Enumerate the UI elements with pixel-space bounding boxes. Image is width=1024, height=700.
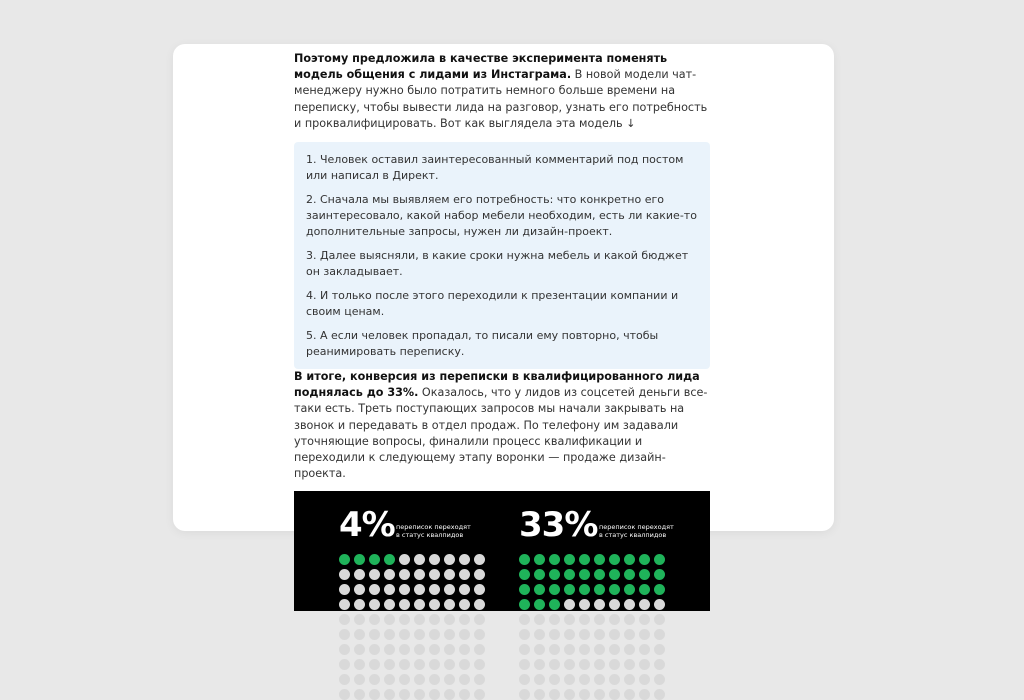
dot-inactive [474, 599, 485, 610]
dot-inactive [609, 644, 620, 655]
dot-inactive [654, 659, 665, 670]
dot-inactive [549, 659, 560, 670]
dot-inactive [444, 584, 455, 595]
conversion-infographic [294, 491, 710, 611]
dot-active [549, 554, 560, 565]
dot-active [519, 554, 530, 565]
dot-inactive [549, 614, 560, 625]
dot-active [549, 569, 560, 580]
stat-before-caption-line2: в статус квалпидов [396, 531, 464, 540]
dot-inactive [474, 659, 485, 670]
dot-active [549, 599, 560, 610]
dot-inactive [429, 644, 440, 655]
dot-inactive [579, 629, 590, 640]
dot-inactive [339, 674, 350, 685]
dot-inactive [339, 584, 350, 595]
dot-inactive [429, 554, 440, 565]
dot-active [534, 599, 545, 610]
dot-inactive [474, 674, 485, 685]
dot-inactive [579, 599, 590, 610]
dot-active [519, 569, 530, 580]
dot-inactive [399, 599, 410, 610]
dot-inactive [459, 674, 470, 685]
dot-inactive [564, 629, 575, 640]
dot-inactive [579, 644, 590, 655]
dot-inactive [564, 659, 575, 670]
dot-inactive [384, 569, 395, 580]
dot-inactive [654, 614, 665, 625]
dot-inactive [354, 629, 365, 640]
dot-inactive [414, 689, 425, 700]
dot-inactive [624, 674, 635, 685]
dot-active [519, 599, 530, 610]
dot-inactive [399, 569, 410, 580]
dot-inactive [369, 659, 380, 670]
dot-active [639, 584, 650, 595]
dot-inactive [534, 689, 545, 700]
stat-before-caption [396, 523, 471, 539]
dot-active [654, 569, 665, 580]
dot-inactive [609, 599, 620, 610]
dot-inactive [414, 554, 425, 565]
dot-active [654, 584, 665, 595]
dot-inactive [609, 614, 620, 625]
dot-inactive [444, 689, 455, 700]
dot-active [594, 554, 605, 565]
dot-inactive [519, 659, 530, 670]
result-bold-text: В итоге, конверсия из переписки в квалифицированного лида поднялась до 33%. [294, 370, 700, 400]
stat-before-caption-line1: переписок переходят [396, 523, 471, 532]
step-item: 4. И только после этого переходили к презентации компании и своим ценам. [306, 289, 679, 319]
dot-inactive [459, 554, 470, 565]
dot-inactive [624, 599, 635, 610]
dot-inactive [654, 599, 665, 610]
dot-inactive [444, 674, 455, 685]
dot-inactive [534, 629, 545, 640]
step-item: 3. Далее выясняли, в какие сроки нужна мебель и какой бюджет он закладывает. [306, 249, 689, 279]
dot-inactive [639, 614, 650, 625]
dot-inactive [639, 659, 650, 670]
dot-inactive [369, 599, 380, 610]
dot-inactive [624, 659, 635, 670]
dot-active [384, 554, 395, 565]
dot-inactive [369, 614, 380, 625]
dot-inactive [384, 629, 395, 640]
dot-inactive [654, 644, 665, 655]
dot-active [654, 554, 665, 565]
dot-inactive [474, 584, 485, 595]
dot-inactive [369, 674, 380, 685]
dot-inactive [384, 584, 395, 595]
intro-text: В новой модели чат-менеджеру нужно было потратить немного больше времени на переписку, чтобы вывести лида на разговор, узнать его потребность и проквалифицировать. Вот как выглядела эта модель ↓ [294, 68, 708, 130]
dot-inactive [354, 599, 365, 610]
dot-active [609, 584, 620, 595]
dot-inactive [369, 629, 380, 640]
dot-inactive [414, 629, 425, 640]
dot-inactive [384, 674, 395, 685]
dot-inactive [579, 659, 590, 670]
dot-active [369, 554, 380, 565]
dot-inactive [624, 689, 635, 700]
dot-inactive [579, 674, 590, 685]
dot-inactive [639, 599, 650, 610]
dot-inactive [459, 689, 470, 700]
dot-inactive [594, 689, 605, 700]
dot-inactive [429, 629, 440, 640]
dot-active [534, 569, 545, 580]
dot-inactive [414, 674, 425, 685]
stat-after-value: 33% [519, 505, 598, 546]
stat-after-caption-line2: в статус квалпидов [599, 531, 667, 540]
dot-inactive [399, 674, 410, 685]
dot-inactive [339, 644, 350, 655]
dot-inactive [399, 689, 410, 700]
dot-inactive [339, 614, 350, 625]
dot-active [609, 554, 620, 565]
step-item: 5. А если человек пропадал, то писали ему повторно, чтобы реанимировать переписку. [306, 329, 659, 359]
dot-inactive [444, 659, 455, 670]
dot-inactive [609, 629, 620, 640]
dot-inactive [414, 659, 425, 670]
dot-inactive [519, 614, 530, 625]
dot-inactive [339, 629, 350, 640]
dot-inactive [654, 674, 665, 685]
dot-inactive [594, 659, 605, 670]
dot-active [579, 554, 590, 565]
dot-inactive [639, 674, 650, 685]
steps-callout [294, 142, 710, 369]
dot-inactive [354, 659, 365, 670]
dot-inactive [564, 689, 575, 700]
dot-inactive [654, 689, 665, 700]
dot-active [549, 584, 560, 595]
dot-inactive [414, 584, 425, 595]
dot-active [624, 584, 635, 595]
dot-inactive [579, 689, 590, 700]
dot-inactive [444, 644, 455, 655]
dot-inactive [564, 644, 575, 655]
dot-active [354, 554, 365, 565]
dot-inactive [384, 644, 395, 655]
dot-active [564, 584, 575, 595]
dot-inactive [594, 629, 605, 640]
dot-inactive [444, 569, 455, 580]
dot-inactive [459, 599, 470, 610]
dot-inactive [414, 599, 425, 610]
dot-inactive [549, 674, 560, 685]
dot-active [534, 584, 545, 595]
dot-inactive [429, 569, 440, 580]
dot-inactive [399, 644, 410, 655]
dot-active [339, 554, 350, 565]
intro-bold-text: Поэтому предложила в качестве эксперимента поменять модель общения с лидами из Инстаграма. [294, 52, 668, 82]
dot-active [624, 554, 635, 565]
stat-after-caption [599, 523, 674, 539]
dot-inactive [654, 629, 665, 640]
dot-inactive [414, 644, 425, 655]
dot-inactive [384, 659, 395, 670]
dot-inactive [474, 629, 485, 640]
dot-inactive [384, 614, 395, 625]
dot-inactive [354, 614, 365, 625]
dot-inactive [459, 584, 470, 595]
dot-active [579, 569, 590, 580]
dot-inactive [444, 599, 455, 610]
result-paragraph [294, 369, 710, 482]
dot-inactive [444, 554, 455, 565]
dot-inactive [474, 689, 485, 700]
dot-inactive [354, 674, 365, 685]
dot-inactive [474, 614, 485, 625]
dot-inactive [624, 614, 635, 625]
dot-inactive [354, 644, 365, 655]
article-card [173, 44, 834, 546]
dot-inactive [534, 614, 545, 625]
article-content [294, 51, 710, 611]
dot-active [624, 569, 635, 580]
dot-inactive [354, 584, 365, 595]
dot-inactive [339, 659, 350, 670]
dot-inactive [414, 614, 425, 625]
dot-inactive [429, 689, 440, 700]
dot-inactive [519, 629, 530, 640]
dot-inactive [369, 644, 380, 655]
dot-inactive [384, 689, 395, 700]
dot-inactive [534, 644, 545, 655]
result-text: Оказалось, что у лидов из соцсетей деньги все-таки есть. Треть поступающих запросов мы начали закрывать на звонок и передавать в отдел продаж. По телефону им задавали уточняющие вопросы, финалили процесс квалификации и переходили к следующему этапу воронки — продаже дизайн-проекта. [294, 386, 708, 481]
dot-inactive [354, 569, 365, 580]
dot-inactive [429, 674, 440, 685]
dot-inactive [354, 689, 365, 700]
dot-inactive [444, 614, 455, 625]
dot-inactive [369, 569, 380, 580]
dot-inactive [429, 614, 440, 625]
dot-inactive [459, 644, 470, 655]
dot-active [564, 554, 575, 565]
dot-active [534, 554, 545, 565]
dot-inactive [474, 554, 485, 565]
dot-inactive [399, 554, 410, 565]
dot-active [594, 569, 605, 580]
dot-inactive [534, 674, 545, 685]
dot-inactive [459, 569, 470, 580]
dot-inactive [474, 569, 485, 580]
dot-inactive [564, 614, 575, 625]
dot-inactive [624, 629, 635, 640]
dot-inactive [384, 599, 395, 610]
dot-inactive [369, 584, 380, 595]
stat-after-caption-line1: переписок переходят [599, 523, 674, 532]
dot-inactive [474, 644, 485, 655]
dot-inactive [399, 614, 410, 625]
dot-inactive [339, 569, 350, 580]
dot-inactive [594, 599, 605, 610]
dot-inactive [609, 674, 620, 685]
dot-inactive [399, 584, 410, 595]
dot-active [639, 554, 650, 565]
dot-inactive [339, 599, 350, 610]
dot-inactive [369, 689, 380, 700]
dot-inactive [594, 644, 605, 655]
stat-before-value: 4% [339, 505, 395, 546]
dot-inactive [549, 689, 560, 700]
dot-inactive [594, 674, 605, 685]
dot-inactive [549, 629, 560, 640]
dot-inactive [639, 644, 650, 655]
dot-inactive [534, 659, 545, 670]
dot-inactive [639, 629, 650, 640]
step-item: 1. Человек оставил заинтересованный комментарий под постом или написал в Директ. [306, 153, 684, 183]
dot-inactive [519, 644, 530, 655]
dot-active [639, 569, 650, 580]
dot-inactive [564, 674, 575, 685]
dot-inactive [519, 674, 530, 685]
dot-inactive [459, 629, 470, 640]
dot-inactive [429, 599, 440, 610]
dot-inactive [399, 659, 410, 670]
intro-paragraph [294, 51, 710, 132]
dot-inactive [429, 659, 440, 670]
dot-active [579, 584, 590, 595]
dot-inactive [339, 689, 350, 700]
dot-inactive [609, 689, 620, 700]
dot-inactive [639, 689, 650, 700]
dot-active [609, 569, 620, 580]
dot-inactive [624, 644, 635, 655]
dot-inactive [579, 614, 590, 625]
dot-active [564, 569, 575, 580]
dot-inactive [459, 659, 470, 670]
dot-inactive [399, 629, 410, 640]
dot-inactive [459, 614, 470, 625]
dot-inactive [594, 614, 605, 625]
dot-active [594, 584, 605, 595]
dot-inactive [429, 584, 440, 595]
dot-inactive [444, 629, 455, 640]
dot-inactive [519, 689, 530, 700]
dot-active [519, 584, 530, 595]
dot-inactive [414, 569, 425, 580]
step-item: 2. Сначала мы выявляем его потребность: что конкретно его заинтересовало, какой набор мебели необходим, есть ли какие-то дополнительные запросы, нужен ли дизайн-проект. [306, 193, 697, 239]
dot-inactive [609, 659, 620, 670]
dot-inactive [564, 599, 575, 610]
dot-inactive [549, 644, 560, 655]
